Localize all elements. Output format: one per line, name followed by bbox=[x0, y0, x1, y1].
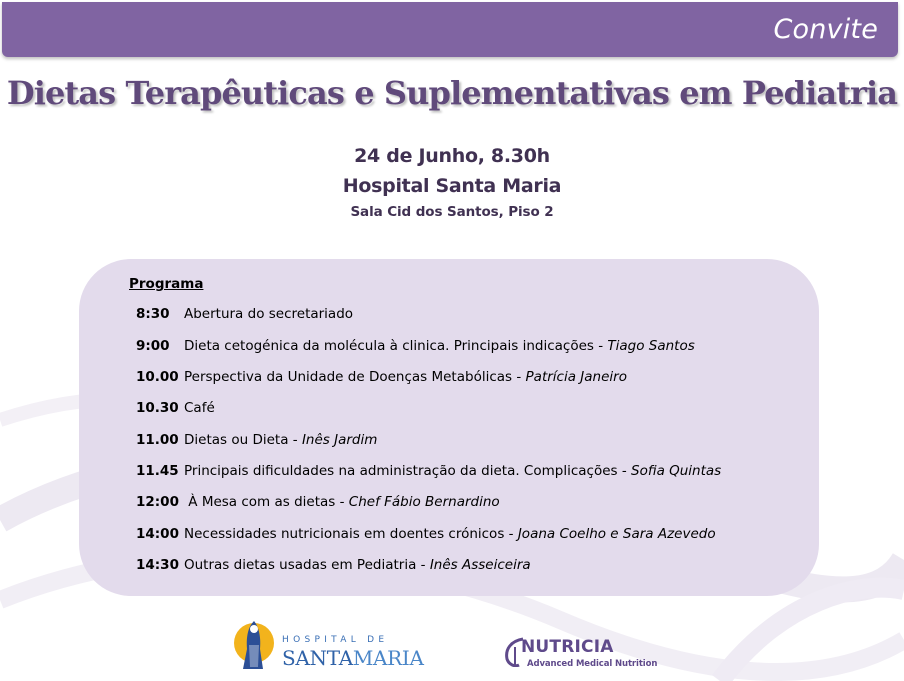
program-item bbox=[136, 526, 716, 542]
hospital-emblem-icon bbox=[230, 615, 274, 671]
header-banner bbox=[2, 2, 898, 57]
program-speaker: Chef Fábio Bernardino bbox=[348, 494, 500, 510]
event-date: 24 de Junho, 8.30h bbox=[354, 145, 550, 167]
program-speaker: Sofia Quintas bbox=[631, 463, 722, 479]
nutricia-name: NUTRICIA bbox=[521, 637, 614, 657]
program-speaker: Patrícia Janeiro bbox=[525, 369, 627, 385]
hospital-logo-name-b: MARIA bbox=[352, 646, 424, 670]
hospital-logo-name-a: SANTA bbox=[282, 646, 353, 670]
program-item bbox=[136, 557, 531, 573]
program-separator: - bbox=[512, 369, 526, 385]
nutricia-tagline: Advanced Medical Nutrition bbox=[527, 659, 658, 669]
program-description: Dietas ou Dieta bbox=[184, 432, 289, 448]
program-separator: - bbox=[504, 526, 518, 542]
program-item bbox=[136, 400, 215, 416]
program-speaker: Inês Asseiceira bbox=[429, 557, 531, 573]
event-venue: Hospital Santa Maria bbox=[342, 175, 562, 197]
program-time: 10.00 bbox=[136, 369, 179, 385]
program-description: Principais dificuldades na administração da dieta. Complicações bbox=[184, 463, 618, 479]
program-time: 11.00 bbox=[136, 432, 179, 448]
hospital-santa-maria-logo bbox=[230, 615, 424, 675]
program-description: Abertura do secretariado bbox=[184, 306, 354, 322]
program-item bbox=[136, 338, 695, 354]
program-time: 14:00 bbox=[136, 526, 179, 542]
program-time: 12:00 bbox=[136, 494, 179, 510]
program-separator: - bbox=[288, 432, 302, 448]
program-item bbox=[136, 369, 627, 385]
program-description: Café bbox=[184, 400, 215, 416]
program-speaker: Joana Coelho e Sara Azevedo bbox=[517, 526, 716, 542]
program-description: Necessidades nutricionais em doentes crónicos bbox=[184, 526, 505, 542]
program-time: 8:30 bbox=[136, 306, 170, 322]
program-description: Outras dietas usadas em Pediatria bbox=[184, 557, 417, 573]
program-time: 11.45 bbox=[136, 463, 179, 479]
program-item bbox=[136, 463, 721, 479]
program-separator: - bbox=[416, 557, 430, 573]
program-item bbox=[136, 432, 377, 448]
nutricia-logo bbox=[503, 637, 658, 677]
hospital-logo-top: HOSPITAL DE bbox=[282, 635, 389, 645]
program-description: À Mesa com as dietas bbox=[184, 494, 336, 510]
program-separator: - bbox=[617, 463, 632, 479]
program-time: 10.30 bbox=[136, 400, 179, 416]
program-heading: Programa bbox=[129, 276, 204, 292]
banner-label: Convite bbox=[773, 14, 878, 45]
event-room: Sala Cid dos Santos, Piso 2 bbox=[350, 204, 554, 220]
program-speaker: Tiago Santos bbox=[607, 338, 695, 354]
program-separator: - bbox=[335, 494, 349, 510]
program-separator: - bbox=[593, 338, 608, 354]
program-item bbox=[136, 494, 500, 510]
program-speaker: Inês Jardim bbox=[301, 432, 378, 448]
hospital-logo-name bbox=[282, 646, 424, 670]
program-item bbox=[136, 306, 353, 322]
program-time: 9:00 bbox=[136, 338, 170, 354]
event-title: Dietas Terapêuticas e Suplementativas em Pediatria bbox=[6, 74, 898, 112]
program-time: 14:30 bbox=[136, 557, 179, 573]
program-description: Perspectiva da Unidade de Doenças Metabólicas bbox=[184, 369, 513, 385]
program-description: Dieta cetogénica da molécula à clinica. Principais indicações bbox=[184, 338, 594, 354]
